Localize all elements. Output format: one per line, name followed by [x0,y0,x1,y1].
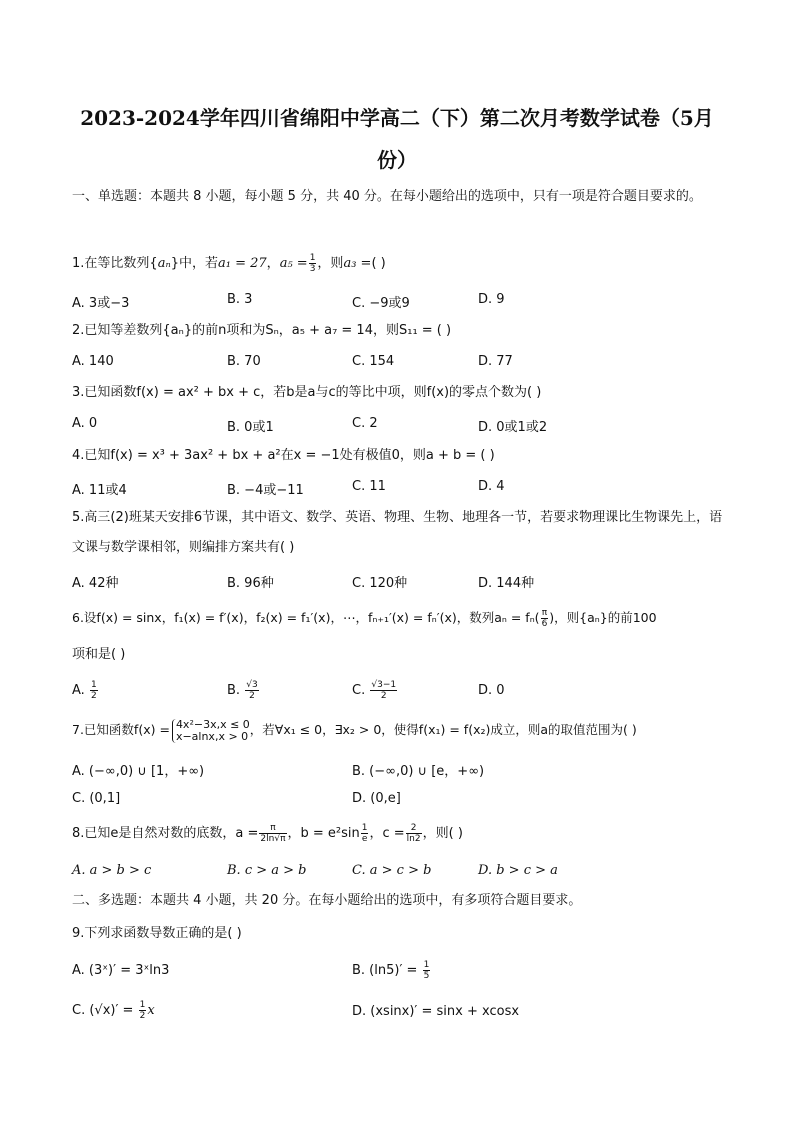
q3-option-c: C. 2 [352,416,378,431]
q2-option-a: A. 140 [72,354,114,369]
question-1: 1.在等比数列{aₙ}中，若a₁ = 27，a₅ = $\frac{1}{3}$ ，则a₃ =( ) [72,253,386,274]
q6-option-a: A. $\frac{1}{2}$ [72,680,97,701]
q4-option-a: A. 11或4 [72,483,127,498]
q4-option-d: D. 4 [478,479,505,494]
piecewise-brace: 4x²−3x,x ≤ 0 x−alnx,x > 0 [172,719,250,743]
q5-option-a: A. 42种 [72,576,119,591]
q5-option-d: D. 144种 [478,576,535,591]
q8-option-b: B. c > a > b [227,863,307,878]
question-3: 3.已知函数f(x) = ax² + bx + c，若b是a与c的等比中项，则f(x)的零点个数为( ) [72,385,542,400]
q3-option-a: A. 0 [72,416,98,431]
q3-option-d: D. 0或1或2 [478,420,548,435]
fraction: $\frac{1}{3}$ [309,253,316,274]
q1-option-a: A. 3或−3 [72,296,130,311]
q4-option-c: C. 11 [352,479,386,494]
question-6: 6.设f(x) = sinx，f₁(x) = f′(x)，f₂(x) = f₁′(x)，⋯，fₙ₊₁′(x) = fₙ′(x)，数列aₙ = fₙ( $\frac{\pi}{6}$ )，则{aₙ}的前100 [72,608,657,629]
exam-title [40,97,754,181]
q8-option-c: C. a > c > b [352,863,432,878]
fraction: $\frac{\pi}{2\ln√\pi}$ [260,823,286,844]
question-2: 2.已知等差数列{aₙ}的前n项和为Sₙ，a₅ + a₇ = 14，则S₁₁ = ( ) [72,323,452,338]
q6-option-b: B. $\frac{√3}{2}$ [227,680,258,701]
question-7: 7.已知函数f(x) = 4x²−3x,x ≤ 0 x−alnx,x > 0 ，若∀x₁ ≤ 0，∃x₂ > 0，使得f(x₁) = f(x₂)成立，则a的取值范围为( ) [72,717,637,743]
q7-option-c: C. (0,1] [72,791,121,806]
q9-option-c: C. (√x)′ = $\frac{1}{2}$ x [72,1000,155,1021]
q5-option-c: C. 120种 [352,576,408,591]
q1-option-b: B. 3 [227,292,253,307]
q8-option-a: A. a > b > c [72,863,152,878]
q9-option-d: D. (xsinx)′ = sinx + xcosx [352,1004,520,1019]
title-line-1: 2023-2024学年四川省绵阳中学高二（下）第二次月考数学试卷（5月 [80,106,714,130]
q9-option-b: B. (ln5)′ = $\frac{1}{5}$ [352,960,430,981]
question-8: 8.已知e是自然对数的底数，a = $\frac{\pi}{2\ln√\pi}$ ，b = e²sin $\frac{1}{e}$ ，c = $\frac{2}{\ln 2}$ ，则( ) [72,823,463,844]
q2-option-d: D. 77 [478,354,513,369]
q4-option-b: B. −4或−11 [227,483,304,498]
fraction: $\frac{1}{e}$ [361,823,368,844]
section-1-header: 一、单选题：本题共 8 小题，每小题 5 分，共 40 分。在每小题给出的选项中，只有一项是符合题目要求的。 [72,189,702,204]
q5-option-b: B. 96种 [227,576,274,591]
question-4: 4.已知f(x) = x³ + 3ax² + bx + a²在x = −1处有极值0，则a + b = ( ) [72,448,495,463]
q7-option-a: A. (−∞,0) ∪ [1，+∞) [72,764,205,779]
q2-option-c: C. 154 [352,354,395,369]
q8-option-d: D. b > c > a [478,863,558,878]
fraction: $\frac{2}{\ln 2}$ [406,823,421,844]
question-9: 9.下列求函数导数正确的是( ) [72,926,242,941]
q1-option-d: D. 9 [478,292,505,307]
q3-option-b: B. 0或1 [227,420,274,435]
q7-option-d: D. (0,e] [352,791,401,806]
q2-option-b: B. 70 [227,354,261,369]
q7-option-b: B. (−∞,0) ∪ [e，+∞) [352,764,485,779]
title-line-2: 份） [377,148,417,172]
q6-option-d: D. 0 [478,683,505,698]
q6-option-c: C. $\frac{√3-1}{2}$ [352,680,397,701]
section-2-header: 二、多选题：本题共 4 小题，共 20 分。在每小题给出的选项中，有多项符合题目要求。 [72,893,582,908]
q1-option-c: C. −9或9 [352,296,410,311]
fraction: $\frac{\pi}{6}$ [541,608,548,629]
question-6-line-2: 项和是( ) [72,647,126,662]
q9-option-a: A. (3ˣ)′ = 3ˣln3 [72,963,170,978]
question-5: 5.高三(2)班某天安排6节课，其中语文、数学、英语、物理、生物、地理各一节，若要求物理课比生物课先上，语文课与数学课相邻，则编排方案共有( ) [72,510,723,555]
